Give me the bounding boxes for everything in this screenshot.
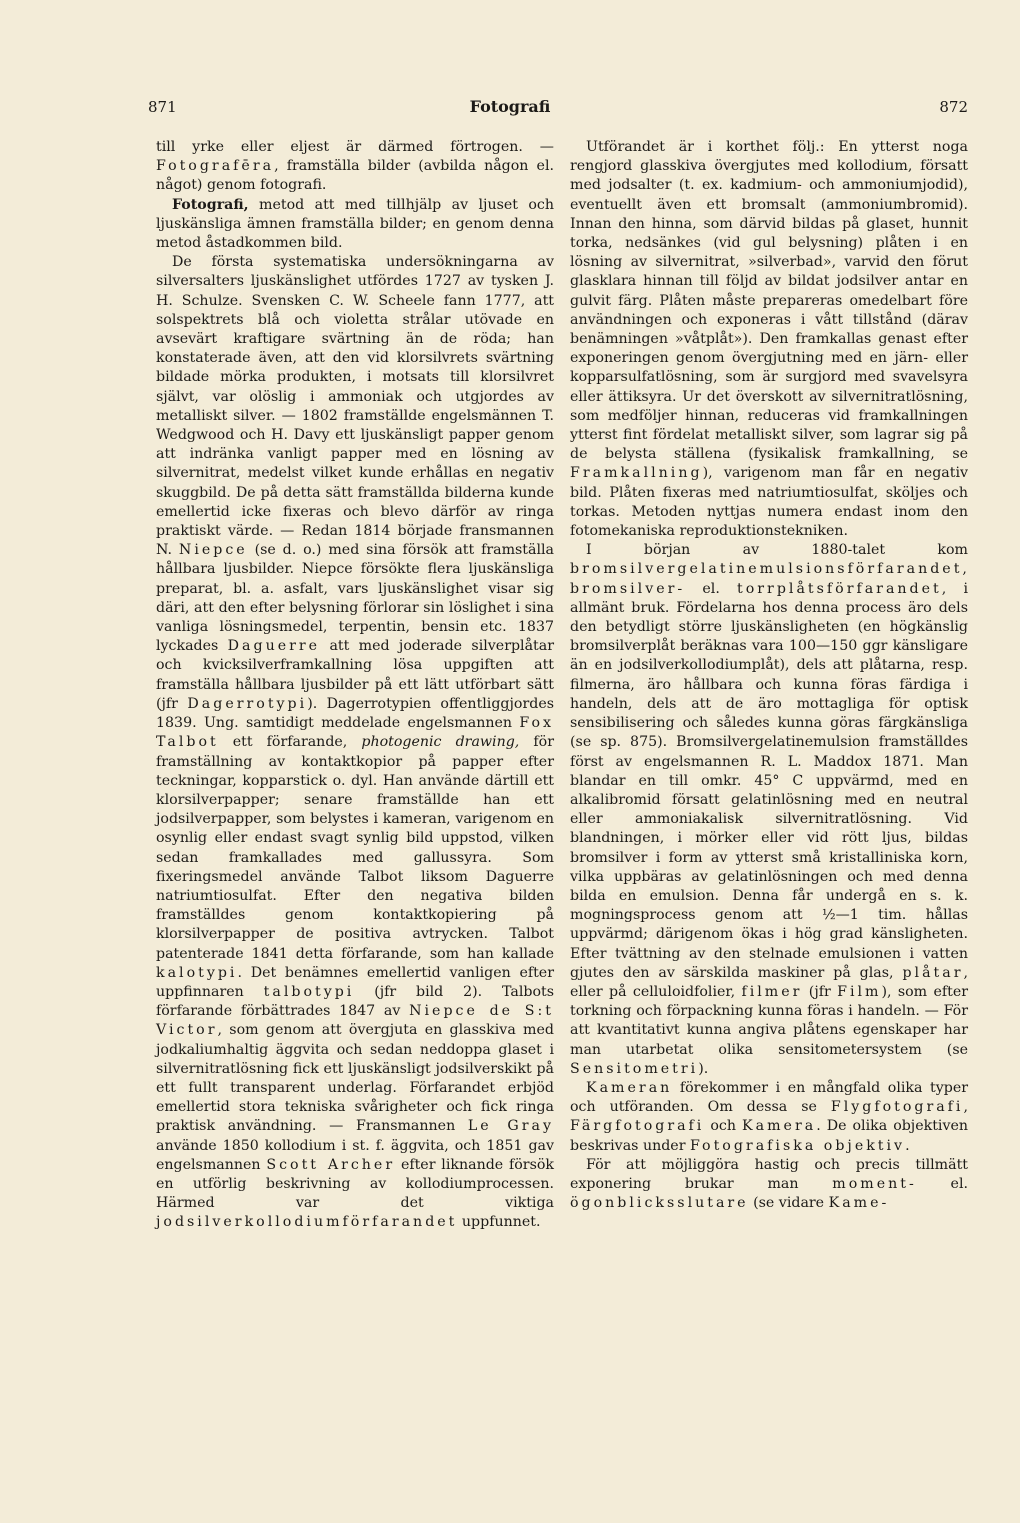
cross-reference: Niepce de S:t Victor bbox=[156, 1003, 554, 1039]
paragraph: till yrke eller eljest är därmed förtrogen. — Fotografēra, framställa bilder (avbilda någon el. något) genom fotografi. bbox=[156, 139, 554, 194]
cross-reference: Fotografiska objektiv bbox=[689, 1137, 906, 1154]
cross-reference: Scott Archer bbox=[266, 1156, 396, 1173]
running-title: Fotografi bbox=[469, 97, 551, 116]
cross-reference: Framkallning bbox=[570, 465, 703, 482]
term: plåtar bbox=[902, 964, 964, 981]
headword: Fotografi, bbox=[172, 196, 249, 213]
term: Kameran bbox=[586, 1079, 673, 1096]
cross-reference: Sensitometri bbox=[570, 1060, 699, 1077]
cross-reference: Kame- bbox=[828, 1195, 890, 1212]
term: torrplåtsförfarandet bbox=[737, 580, 942, 597]
left-page-number: 871 bbox=[148, 98, 177, 116]
cross-reference: Dagerrotypi bbox=[187, 695, 308, 712]
cross-reference: Flygfotografi bbox=[830, 1099, 964, 1116]
headword: Fotografēra bbox=[156, 158, 275, 175]
left-column bbox=[156, 138, 554, 1233]
cross-reference: Daguerre bbox=[227, 638, 321, 655]
term: ögonblicksslutare bbox=[570, 1195, 749, 1212]
paragraph: I början av 1880-talet kom bromsilvergelatinemulsionsförfarandet, bromsilver- el. torrplåtsförfarandet, i allmänt bruk. Fördelarna hos denna process äro dels den betydligt större ljuskänsligheten (en högkänslig bromsilverplåt beräknas vara 100—150 ggr känsligare än en jodsilverkollodiumplåt), dels att plåtarna, resp. filmerna, äro hållbara och kunna föras färdiga i handeln, dels att de äro mottagliga för optisk sensibilisering och således kunna göras färgkänsliga (se sp. 875). Bromsilvergelatinemulsion framställdes först av engelsmannen R. L. Maddox 1871. Man blandar en till omkr. 45° C uppvärmd, med en alkalibromid försatt gelatinlösning med en neutral eller ammoniakalisk silvernitratlösning. Vid blandningen, i mörker eller vid rött ljus, bildas bromsilver i form av ytterst små kristalliniska korn, vilka uppbäras av gelatinlösningen och med denna bilda en emulsion. Denna får undergå en s. k. mogningsprocess genom att ½—1 tim. hållas uppvärmd; därigenom ökas i hög grad känsligheten. Efter tvättning av den stelnade emulsionen i vatten gjutes den av särskilda maskiner på glas, plåtar, eller på celluloidfolier, filmer (jfr Film), som efter torkning och förpackning kunna föras i handeln. — För att kvantitativt kunna angiva plåtens egenskaper har man utarbetat olika sensitometersystem (se Sensitometri). bbox=[570, 542, 968, 1077]
cross-reference: Le Gray bbox=[467, 1118, 554, 1135]
term: bromsilvergelatinemulsionsförfarandet bbox=[570, 561, 963, 578]
cross-reference: Niepce bbox=[178, 542, 248, 559]
cross-reference: Kamera bbox=[742, 1118, 817, 1135]
paragraph: Kameran förekommer i en mångfald olika typer och utföranden. Om dessa se Flygfotografi, Färgfotografi och Kamera. De olika objektiven beskrivas under Fotografiska objektiv. bbox=[570, 1079, 968, 1154]
paragraph: Fotografi, metod att med tillhjälp av ljuset och ljuskänsliga ämnen framställa bilder; en genom denna metod åstadkommen bild. bbox=[156, 196, 554, 252]
term: kalotypi bbox=[156, 964, 238, 981]
term: moment- bbox=[832, 1175, 917, 1192]
paragraph: Utförandet är i korthet följ.: En ytterst noga rengjord glasskiva övergjutes med kollodium, försatt med jodsalter (t. ex. kadmium- och ammoniumjodid), eventuellt även ett bromsalt (ammoniumbromid). Innan den hinna, som därvid bildas på glaset, hunnit torka, nedsänkes (vid gul belysning) plåten i en lösning av silvernitrat, »silverbad», varvid den förut glasklara hinnan till följd av bildat jodsilver antar en gulvit färg. Plåten måste prepareras omedelbart före användningen och exponeras i vått tillstånd (därav benämningen »våtplåt»). Den framkallas genast efter exponeringen genom övergjutning med en järn- eller kopparsulfatlösning, som är surgjord med svavelsyra eller ättiksyra. Ur det överskott av silvernitratlösning, som medföljer hinnan, reduceras vid framkallningen ytterst fint fördelat metalliskt silver, som lagrar sig på de belysta ställena (fysikalisk framkallning, se Framkallning), varigenom man får en negativ bild. Plåten fixeras med natriumtiosulfat, sköljes och torkas. Metoden nyttjas numera endast inom den fotomekaniska reproduktionstekniken. bbox=[570, 139, 968, 540]
term: jodsilverkollodiumförfarandet bbox=[156, 1214, 458, 1231]
cross-reference: Färgfotografi bbox=[570, 1118, 705, 1135]
paragraph: För att möjliggöra hastig och precis tillmätt exponering brukar man moment- el. ögonblicksslutare (se vidare Kame- bbox=[570, 1156, 968, 1212]
right-column bbox=[570, 138, 968, 1213]
right-page-number: 872 bbox=[939, 98, 968, 116]
term: talbotypi bbox=[263, 983, 355, 1000]
cross-reference: Film bbox=[837, 983, 882, 1000]
term: filmer bbox=[741, 983, 803, 1000]
italic-term: photogenic drawing, bbox=[361, 734, 520, 751]
cross-reference: Fox Talbot bbox=[156, 715, 554, 751]
term: bromsilver- bbox=[570, 580, 686, 597]
paragraph: De första systematiska undersökningarna av silversalters ljuskänslighet utfördes 1727 av tysken J. H. Schulze. Svensken C. W. Scheele fann 1777, att solspektrets blå och violetta strålar utövade en avsevärt kraftigare svärtning än de röda; han konstaterade även, att den vid klorsilvrets svärtning bildade mörka produkten, i motsats till klorsilvret självt, var olöslig i ammoniak och utgjordes av metalliskt silver. — 1802 framställde engelsmännen T. Wedgwood och H. Davy ett ljuskänsligt papper genom att indränka vanligt papper med en lösning av silvernitrat, medelst vilket kunde erhållas en negativ skuggbild. De på detta sätt framställda bilderna kunde emellertid icke fixeras och blevo därför av ringa praktiskt värde. — Redan 1814 började fransmannen N. Niepce (se d. o.) med sina försök att framställa hållbara ljusbilder. Niepce försökte flera ljuskänsliga preparat, bl. a. asfalt, vars ljuskänslighet visar sig däri, att den efter belysning förlorar sin löslighet i sina vanliga lösningsmedel, terpentin, bensin etc. 1837 lyckades Daguerre att med joderade silverplåtar och kvicksilverframkallning lösa uppgiften att framställa hållbara ljusbilder på ett lätt utförbart sätt (jfr Dagerrotypi). Dagerrotypien offentliggjordes 1839. Ung. samtidigt meddelade engelsmannen Fox Talbot ett förfarande, photogenic drawing, för framställning av kontaktkopior på papper efter teckningar, kopparstick o. dyl. Han använde därtill ett klorsilverpapper; senare framställde han ett jodsilverpapper, som belystes i kameran, varigenom en osynlig eller endast svagt synlig bild uppstod, vilken sedan framkallades med gallussyra. Som fixeringsmedel använde Talbot liksom Daguerre natriumtiosulfat. Efter den negativa bilden framställdes genom kontaktkopiering på klorsilverpapper de positiva avtrycken. Talbot patenterade 1841 detta förfarande, som han kallade kalotypi. Det benämnes emellertid vanligen efter uppfinnaren talbotypi (jfr bild 2). Talbots förfarande förbättrades 1847 av Niepce de S:t Victor, som genom att övergjuta en glasskiva med jodkaliumhaltig äggvita och sedan neddoppa glaset i silvernitratlösning fick ett ljuskänsligt jodsilverskikt på ett fullt transparent underlag. Förfarandet erbjöd emellertid stora tekniska svårigheter och fick ringa praktisk användning. — Fransmannen Le Gray använde 1850 kollodium i st. f. äggvita, och 1851 gav engelsmannen Scott Archer efter liknande försök en utförlig beskrivning av kollodiumprocessen. Härmed var det viktiga jodsilverkollodiumförfarandet uppfunnet. bbox=[156, 254, 555, 1231]
